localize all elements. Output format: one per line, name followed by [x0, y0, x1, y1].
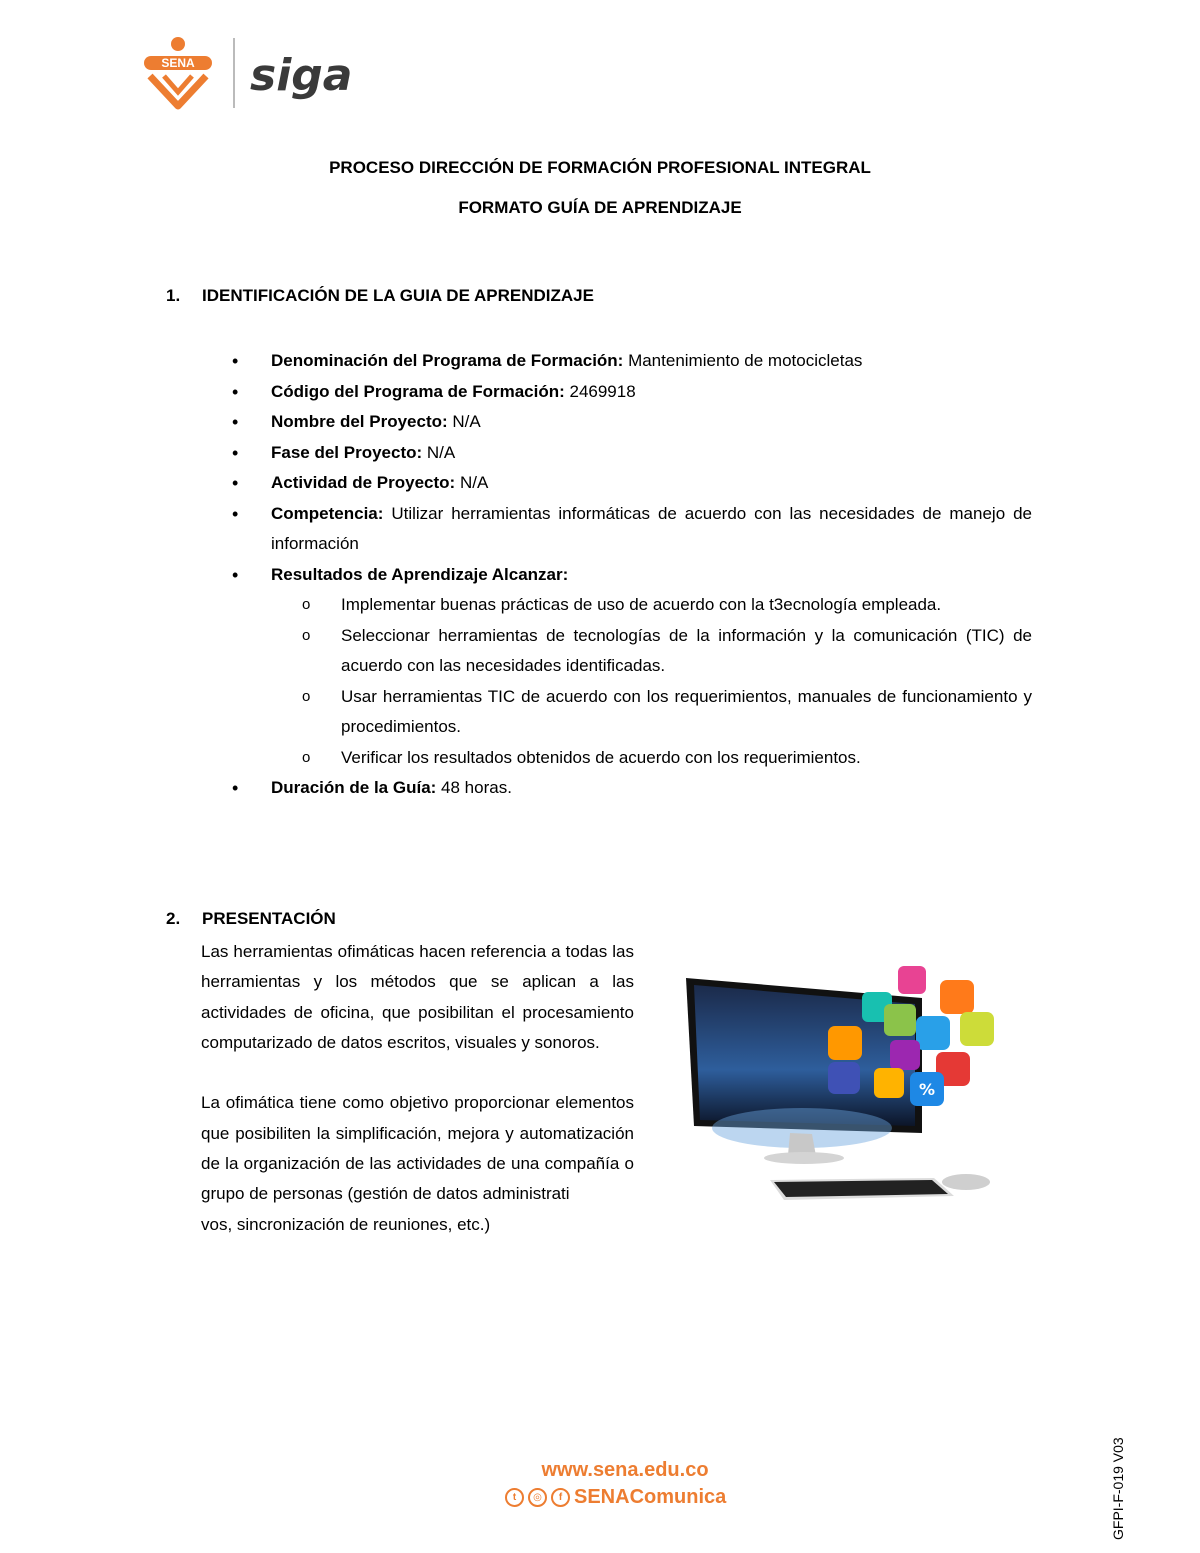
svg-text:%: % — [918, 1080, 936, 1099]
list-item: • Denominación del Programa de Formación: Mantenimiento de motocicletas — [232, 346, 1032, 377]
footer-social-handle: SENAComunica — [574, 1486, 727, 1508]
siga-logo-text: siga — [250, 50, 353, 101]
list-item: • Duración de la Guía: 48 horas. — [232, 773, 1032, 804]
section-1-heading — [166, 286, 594, 306]
computer-apps-illustration — [672, 958, 1002, 1220]
facebook-icon: f — [551, 1488, 570, 1507]
document-format-title: FORMATO GUÍA DE APRENDIZAJE — [458, 198, 742, 217]
list-item: • Actividad de Proyecto: N/A — [232, 468, 1032, 499]
list-item: • Código del Programa de Formación: 2469918 — [232, 377, 1032, 408]
sena-logo-text: SENA — [161, 56, 195, 70]
section-2-heading — [166, 909, 336, 929]
section-1-title: IDENTIFICACIÓN DE LA GUIA DE APRENDIZAJE — [202, 286, 594, 305]
header-logo — [140, 34, 380, 114]
section-1-number: 1. — [166, 286, 181, 305]
result-item: o Usar herramientas TIC de acuerdo con los requerimientos, manuales de funcionamiento y procedimientos. — [302, 682, 1032, 743]
footer-social — [505, 1486, 726, 1509]
twitter-icon: t — [505, 1488, 524, 1507]
list-item: • Fase del Proyecto: N/A — [232, 438, 1032, 469]
section-2-title: PRESENTACIÓN — [202, 909, 336, 928]
presentation-text — [201, 937, 634, 1240]
footer-website-link[interactable]: www.sena.edu.co — [541, 1459, 709, 1481]
presentation-paragraph-2-continued: vos, sincronización de reuniones, etc.) — [201, 1214, 491, 1234]
document-code: GFPI-F-019 V03 — [1110, 1437, 1126, 1540]
section-2-number: 2. — [166, 909, 181, 928]
result-item: o Seleccionar herramientas de tecnologías de la información y la comunicación (TIC) de acuerdo con las necesidades identificadas. — [302, 621, 1032, 682]
result-item: o Implementar buenas prácticas de uso de acuerdo con la t3ecnología empleada. — [302, 590, 1032, 621]
instagram-icon: ◎ — [528, 1488, 547, 1507]
document-process-title: PROCESO DIRECCIÓN DE FORMACIÓN PROFESIONAL INTEGRAL — [329, 158, 871, 177]
result-item: o Verificar los resultados obtenidos de acuerdo con los requerimientos. — [302, 743, 1032, 774]
presentation-paragraph-1: Las herramientas ofimáticas hacen referencia a todas las herramientas y los métodos que se aplican a las actividades de oficina, que posibilitan el procesamiento computarizado de datos escritos, visuales y sonoros. — [201, 942, 634, 1052]
presentation-paragraph-2: La ofimática tiene como objetivo proporcionar elementos que posibiliten la simplificación, mejora y automatización de la organización de las actividades de una compañía o grupo de personas (gestión de datos administrati — [201, 1093, 634, 1204]
list-item: • Competencia: Utilizar herramientas informáticas de acuerdo con las necesidades de manejo de información — [232, 499, 1032, 560]
list-item: • Resultados de Aprendizaje Alcanzar: — [232, 560, 1032, 591]
list-item: • Nombre del Proyecto: N/A — [232, 407, 1032, 438]
sena-logo — [144, 37, 212, 106]
identification-list — [232, 346, 1032, 804]
